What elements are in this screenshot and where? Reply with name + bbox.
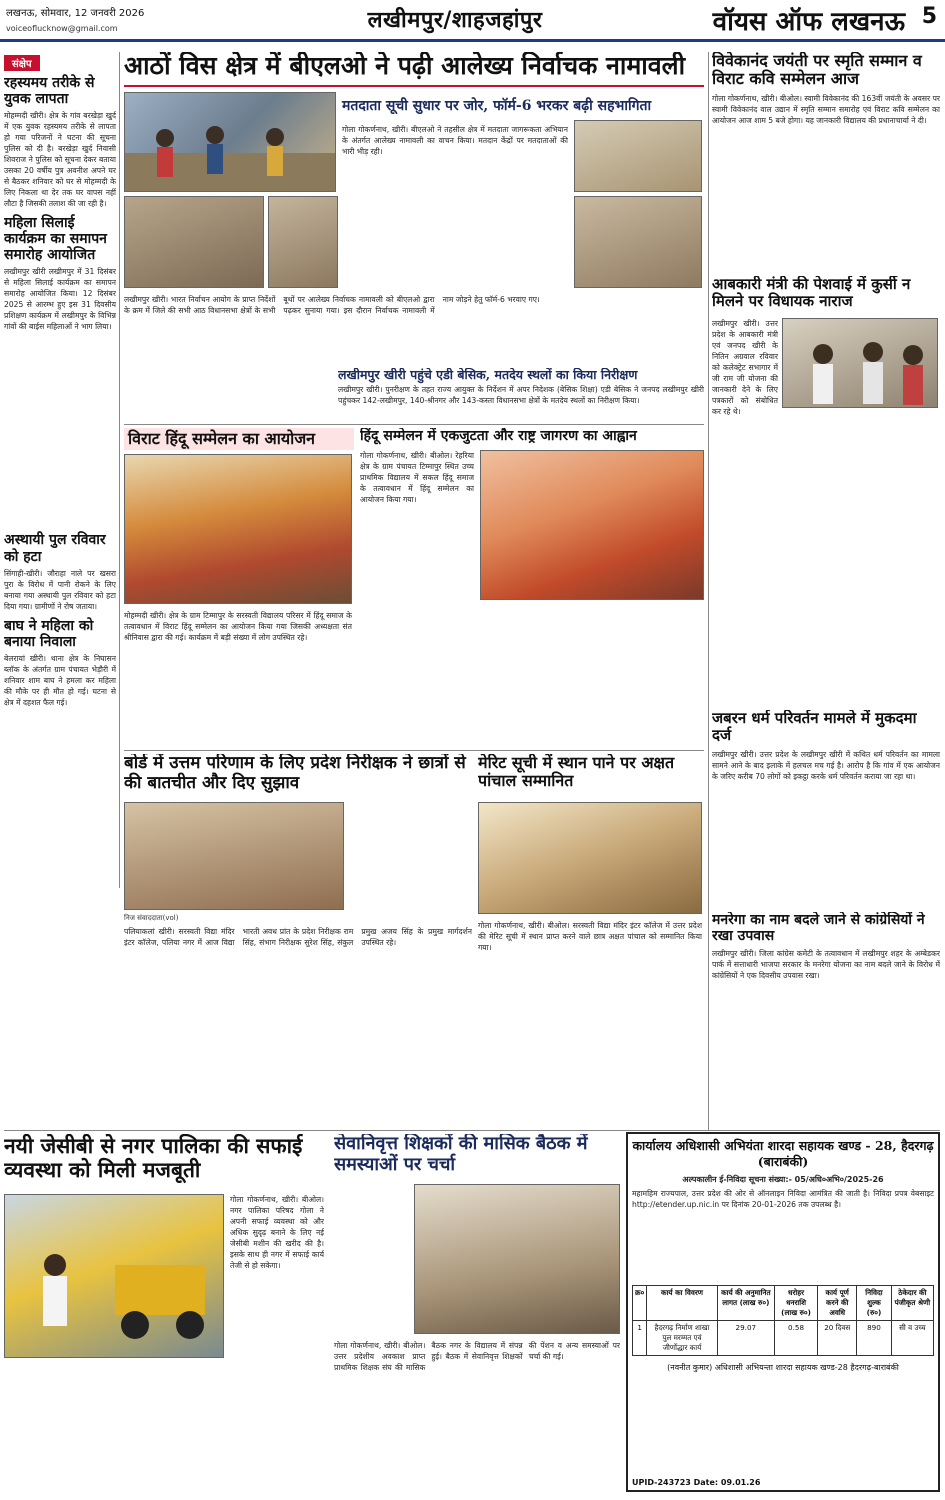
ad-basic-inspection [338,368,704,420]
tender-header: धरोहर धनराशि (लाख रु०) [774,1286,817,1321]
conversion-headline: जबरन धर्म परिवर्तन मामले में मुकदमा दर्ज [712,710,917,745]
teachers-body: गोला गोकर्णनाथ, खीरी। बीओल। उत्तर प्रदेशीय अवकाश प्राप्त प्राथमिक शिक्षक संघ की मासिक बैठक नगर के विद्यालय में संपन्न हुई। बैठक में सेवानिवृत्त शिक्षकों की पेंशन व अन्य समस्याओं पर चर्चा की गई। [334,1341,620,1372]
tender-upid: UPID-243723 Date: 09.01.26 [632,1478,761,1487]
excise-story [712,276,940,476]
top-story-subhead: मतदाता सूची सुधार पर जोर, फॉर्म-6 भरकर बढ़ी सहभागिता [342,98,652,114]
section-divider [4,1130,940,1131]
people-photo-icon [125,93,336,192]
tender-title: कार्यालय अधिशासी अभियंता शारदा सहायक खण्ड - 28, हैदरगढ़ (बाराबंकी) [632,1138,934,1169]
hindu1-photo [124,454,352,604]
brand-logo: वॉयस ऑफ लखनऊ [712,7,905,37]
tender-cell: 29.07 [717,1321,774,1356]
people-photo-icon [783,319,938,408]
tender-ref: अल्पकालीन ई-निविदा सूचना संख्या:- 05/अधि०अभि०/2025-26 [682,1175,884,1184]
top-story-body-2: गोला गोकर्णनाथ, खीरी। बीएलओ ने तहसील क्षेत्र में मतदाता जागरूकता अभियान के अंतर्गत आलेख्य नामावली का वाचन किया। मतदान केंद्रों पर मतदाताओं की भारी भीड़ रही। [342,125,568,156]
jcb-headline: नयी जेसीबी से नगर पालिका की सफाई व्यवस्था को मिली मजबूती [4,1134,303,1183]
board-headline: बोर्ड में उत्तम परिणाम के लिए प्रदेश निरीक्षक ने छात्रों से की बातचीत और दिए सुझाव [124,754,466,793]
tender-signature: (नवनीत कुमार) अधिशासी अभियन्ता शारदा सहायक खण्ड-28 हैदरगढ़-बाराबंकी [667,1363,899,1372]
hindu2-photo [480,450,704,600]
jcb-photo [4,1194,224,1358]
jcb-story [4,1134,326,1496]
table-row [633,1321,934,1356]
inspection-body: लखीमपुर खीरी। पुनरीक्षण के तहत राज्य आयुक्त के निर्देशन में अपर निदेशक (बेसिक शिक्षा) एडी बेसिक ने जनपद लखीमपुर खीरी पहुंचकर 142-लखीमपुर, 140-श्रीनगर और 143-कस्ता विधानसभा क्षेत्रों के मतदेय स्थलों का निरीक्षण किया। [338,385,704,406]
inspection-headline: लखीमपुर खीरी पहुंचे एडी बेसिक, मतदेय स्थलों का किया निरीक्षण [338,368,638,382]
top-story-photo-2 [124,196,264,288]
tender-table [632,1285,934,1356]
merit-body: गोला गोकर्णनाथ, खीरी। बीओल। सरस्वती विद्या मंदिर इंटर कॉलेज में उत्तर प्रदेश की मेरिट सूची में स्थान प्राप्त करने वाले छात्र अक्षत पांचाल को सम्मानित किया गया। [478,921,702,952]
mnrega-body: लखीमपुर खीरी। जिला कांग्रेस कमेटी के तत्वावधान में लखीमपुर शहर के अम्बेडकर पार्क में सत्ताधारी भाजपा सरकार के मनरेगा योजना का नाम बदले जाने के विरोध में कांग्रेसियों ने एक दिवसीय उपवास रखा। [712,949,940,981]
dateline-block [6,6,144,36]
hindu1-body: मोहम्मदी खीरी। क्षेत्र के ग्राम टिम्मापुर के सरस्वती विद्यालय परिसर में हिंदू समाज के तत्वावधान में विराट हिंदू सम्मेलन का आयोजन किया गया जिसकी अध्यक्षता संत श्रीनिवास द्वारा की गई। कार्यक्रम में बड़ी संख्या में लोग उपस्थित रहे। [124,611,352,642]
email: voiceoflucknow@gmail.com [6,24,118,33]
brief-2-body: लखीमपुर खीरी लखीमपुर में 31 दिसंबर से महिला सिलाई कार्यक्रम का समापन समारोह आयोजित किया। 12 दिसंबर 2025 से आरम्भ हुए इस 31 दिवसीय प्रशिक्षण कार्यक्रम में लखीमपुर के विभिन्न गांवों की बाईस महिलाओं ने भाग लिया। [4,267,116,332]
column-divider [119,52,120,888]
top-story-headline: आठों विस क्षेत्र में बीएलओ ने पढ़ी आलेख्य निर्वाचक नामावली [124,52,704,87]
vivekanand-story [712,52,940,274]
tender-header: निविदा शुल्क (रु०) [857,1286,891,1321]
brief-3-title: अस्थायी पुल रविवार को हटा [4,532,106,565]
teachers-story [334,1134,622,1496]
section-divider [124,750,704,751]
section-divider [124,424,704,425]
masthead [0,0,945,42]
mnrega-headline: मनरेगा का नाम बदले जाने से कांग्रेसियों ने रखा उपवास [712,912,925,945]
vivekanand-headline: विवेकानंद जयंती पर स्मृति सम्मान व विराट कवि सम्मेलन आज [712,52,922,89]
left-briefs-column [4,52,116,892]
board-story [124,754,474,1128]
briefs-tag: संक्षेप [4,55,40,71]
hindu2-body: गोला गोकर्णनाथ, खीरी। बीओल। रेहरिया क्षेत्र के ग्राम पंचायत टिम्मापुर स्थित उच्च प्राथमिक विद्यालय में सकल हिंदू समाज के तत्वावधान में हिंदू सम्मेलन का आयोजन किया गया। [360,451,474,504]
top-story-photo-5 [574,196,702,288]
jcb-body: गोला गोकर्णनाथ, खीरी। बीओल। नगर पालिका परिषद गोला ने अपनी सफाई व्यवस्था को और अधिक सुदृढ़ बनाने के लिए नई जेसीबी मशीन की खरीद की है। इसके साथ ही नगर में सफाई कार्य तेजी से हो सकेगा। [230,1195,324,1270]
hindu-sammelan-story-2 [360,428,704,748]
mnrega-story [712,912,940,1128]
top-story-photo-1 [124,92,336,192]
tender-cell: सी व उच्च [891,1321,933,1356]
brief-1-title: रहस्यमय तरीके से युवक लापता [4,75,95,108]
brief-4-body: बेलरायां खीरी। थाना क्षेत्र के निघासन ब्लॉक के अंतर्गत ग्राम पंचायत भेड़ौरी में शनिवार शाम बाघ ने हमला कर महिला की मौके पर ही मौत हो गई। घटना से क्षेत्र में दहशत फैल गई। [4,653,116,707]
conversion-body: लखीमपुर खीरी। उत्तर प्रदेश के लखीमपुर खीरी में कथित धर्म परिवर्तन का मामला सामने आने के बाद इलाके में हलचल मच गई है। आरोप है कि गांव में एक आयोजन के जरिए करीब 70 लोगों को इकट्ठा करके धर्म परिवर्तन कराया जा रहा था। [712,749,940,781]
tender-cell: 0.58 [774,1321,817,1356]
top-story-photo-4 [574,120,702,192]
brief-2-title: महिला सिलाई कार्यक्रम का समापन समारोह आयोजित [4,215,107,264]
board-photo [124,802,344,910]
conversion-story [712,710,940,910]
column-divider [708,52,709,1130]
vivekanand-body: गोला गोकर्णनाथ, खीरी। बीओल। स्वामी विवेकानंद की 163वीं जयंती के अवसर पर स्वामी विवेकानंद वाल उद्यान में स्मृति सम्मान समारोह एवं विराट कवि सम्मेलन का आयोजन आज शाम 5 बजे होगा। यह जानकारी विद्यालय की प्रधानाचार्या ने दी। [712,93,940,125]
page-number: 5 [921,4,937,29]
hindu-sammelan-story-1 [124,428,354,748]
tender-cell: हैदरगढ़ निर्माण शाखा पुल मरम्मत एवं जीर्णोद्धार कार्य [647,1321,717,1356]
top-story-body: लखीमपुर खीरी। भारत निर्वाचन आयोग के प्राप्त निर्देशों के क्रम में जिले की सभी आठ विधानसभा क्षेत्रों के सभी बूथों पर आलेख्य निर्वाचक नामावली को बीएलओ द्वारा पढ़कर सुनाया गया। इस दौरान निर्वाचक नामावली में नाम जोड़ने हेतु फॉर्म-6 भरवाए गए। [124,295,540,315]
top-story-photo-3 [268,196,338,288]
teachers-photo [414,1184,620,1334]
section-title: लखीमपुर/शाहजहांपुर [367,7,543,33]
tender-notice [626,1132,940,1492]
board-body: पलियाकलां खीरी। सरस्वती विद्या मंदिर इंटर कॉलेज, पलिया नगर में आज विद्या भारती अवध प्रांत के प्रदेश निरीक्षक राम सिंह, संभाग निरीक्षक सुरेश सिंह, संकुल प्रमुख अजय सिंह के प्रमुख मार्गदर्शन उपस्थित रहे। [124,927,472,947]
excise-headline: आबकारी मंत्री की पेशवाई में कुर्सी न मिलने पर विधायक नाराज [712,276,911,311]
hindu2-headline: हिंदू सम्मेलन में एकजुटता और राष्ट्र जागरण का आह्वान [360,428,637,444]
tender-cell: 1 [633,1321,647,1356]
hindu1-headline: विराट हिंदू सम्मेलन का आयोजन [124,428,354,450]
board-caption: निज संवाददाता(vol) [124,914,179,922]
teachers-headline: सेवानिवृत्त शिक्षकों की मासिक बैठक में समस्याओं पर चर्चा [334,1134,588,1175]
tender-body: महामहिम राज्यपाल, उत्तर प्रदेश की ओर से ऑनलाइन निविदा आमंत्रित की जाती है। निविदा प्रपत्र वेबसाइट http://etender.up.nic.in पर दिनांक 20-01-2026 तक उपलब्ध है। [632,1189,934,1209]
tender-cell: 890 [857,1321,891,1356]
merit-photo [478,802,702,914]
tender-header: क्र० [633,1286,647,1321]
merit-story [478,754,704,1128]
tender-header: कार्य की अनुमानित लागत (लाख रु०) [717,1286,774,1321]
tender-header: ठेकेदार की पंजीकृत श्रेणी [891,1286,933,1321]
dateline: लखनऊ, सोमवार, 12 जनवरी 2026 [6,8,145,19]
tender-header: कार्य का विवरण [647,1286,717,1321]
tender-cell: 20 दिवस [818,1321,857,1356]
merit-headline: मेरिट सूची में स्थान पाने पर अक्षत पांचाल सम्मानित [478,754,675,791]
jcb-machine-icon [5,1195,224,1358]
excise-body: लखीमपुर खीरी। उत्तर प्रदेश के आबकारी मंत्री एवं जनपद खीरी के नितिन अग्रवाल रविवार को कलेक्ट्रेट सभागार में जी राम जी योजना की जानकारी देने के लिए पत्रकारों को संबोधित कर रहे थे। [712,319,778,416]
excise-photo [782,318,938,408]
tender-header: कार्य पूर्ण करने की अवधि [818,1286,857,1321]
brief-3-body: सिंगाही-खीरी। जौराहा नाले पर खसरा पुरा के विरोध में पानी रोकने के लिए बनाया गया अस्थायी पुल रविवार को हटा दिया गया। ग्रामीणों ने रोष जताया। [4,568,116,611]
brief-4-title: बाघ ने महिला को बनाया निवाला [4,617,94,650]
brief-1-body: मोहम्मदी खीरी। क्षेत्र के गांव बरखेड़ा खुर्द में एक युवक रहस्यमय तरीके से लापता हो गया परिजनों ने घटना की सूचना पुलिस को दी है। बरखेड़ा खुर्द निवासी शिवराज ने पुलिस को सूचना देकर बताया उसका 20 वर्षीय पुत्र अवनीश अपने घर से बैठकर शनिवार को घर से मोहम्मदी के लिए निकला था देर तक घर वापस नहीं लौटा है जिसकी तलाश की जा रही है। [4,111,116,209]
